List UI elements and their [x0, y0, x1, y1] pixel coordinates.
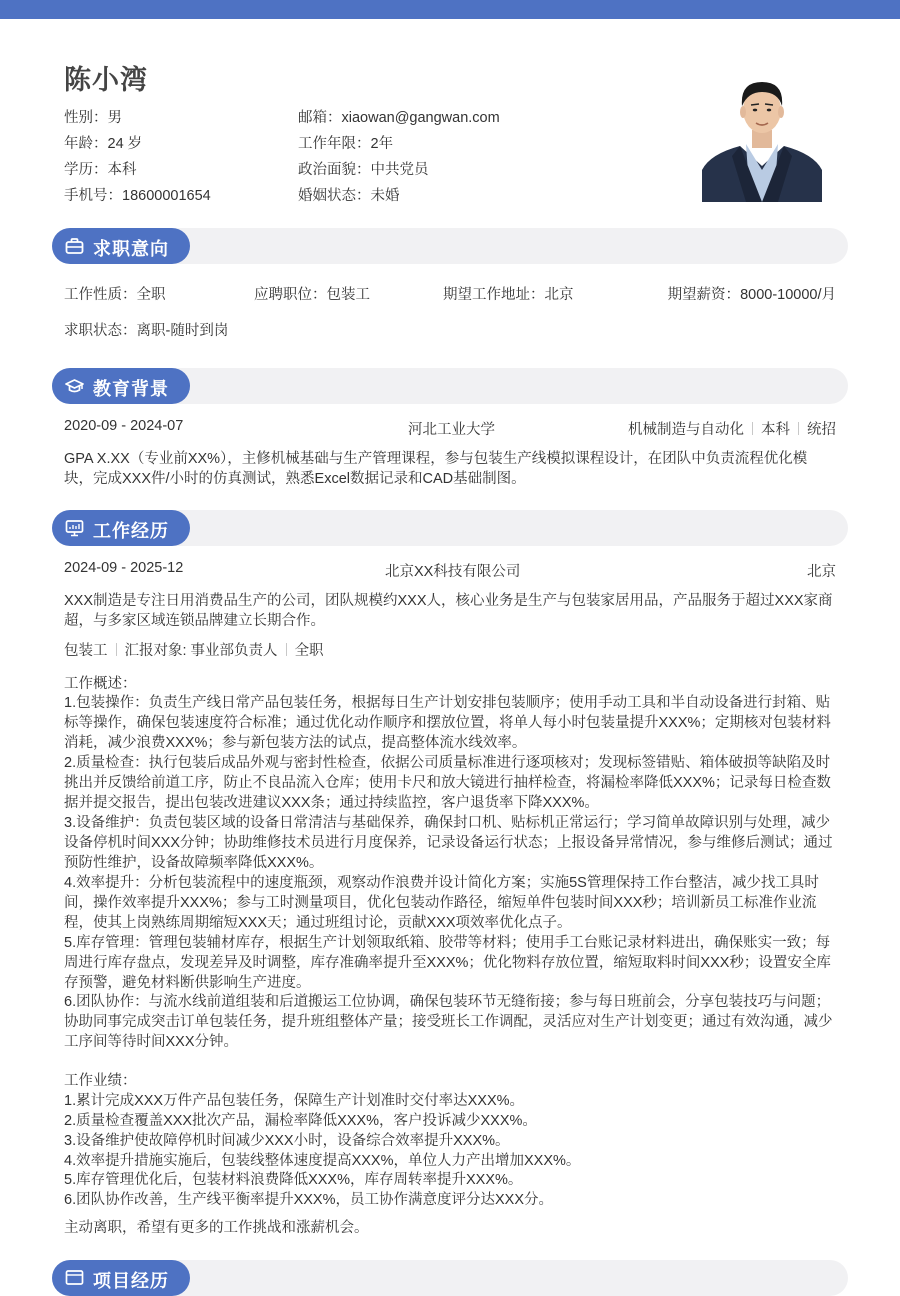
marital-value: 未婚 [370, 188, 400, 204]
work-overview-item: 4.效率提升：分析包装流程中的速度瓶颈，观察动作浪费并设计简化方案；实施5S管理保持工作台整洁，减少找工具时间，操作效率提升XXX%；参与工时测量项目，优化包装动作路径，缩短单件包装时间XXX秒；培训新员工标准作业流程，使其上岗熟练周期缩短XXX天；通过班组讨论，贡献XXX项效率优化点子。 [64, 875, 819, 931]
section-header-education [52, 368, 848, 404]
intention-salary [668, 283, 836, 304]
divider [752, 422, 753, 435]
work-company: 北京XX科技有限公司 [385, 564, 521, 580]
age-label: 年龄： [64, 136, 108, 152]
work-result-item: 1.累计完成XXX万件产品包装任务，保障生产计划准时交付率达XXX%。 [64, 1093, 525, 1109]
nature-value: 全职 [136, 287, 166, 303]
top-accent-bar [0, 0, 900, 19]
gender-label: 性别： [64, 110, 108, 126]
education-label: 学历： [64, 162, 108, 178]
education-description: GPA X.XX（专业前XX%），主修机械基础与生产管理课程，参与包装生产线模拟课程设计，在团队中负责流程优化模块，完成XXX件/小时的仿真测试，熟悉Excel数据记录和CAD基础制图。 [64, 451, 808, 487]
education-details [628, 418, 836, 439]
marital-row [298, 184, 400, 205]
phone-label: 手机号： [64, 188, 122, 204]
location-label: 期望工作地址： [443, 287, 545, 303]
position-label: 应聘职位： [254, 287, 327, 303]
leave-reason: 主动离职，希望有更多的工作挑战和涨薪机会。 [64, 1220, 369, 1236]
section-title-intention: 求职意向 [93, 239, 169, 259]
email-row [298, 106, 500, 127]
work-overview-item: 1.包装操作：负责生产线日常产品包装任务，根据每日生产计划安排包装顺序；使用手动工具和半自动设备进行封箱、贴标等操作，确保包装速度符合标准；通过优化动作顺序和摆放位置，将单人每小时包装量提升XXX%；定期核对包装材料消耗，减少浪费XXX%；参与新包装方法的试点，提高整体流水线效率。 [64, 695, 831, 751]
work-years-row [298, 132, 393, 153]
intention-nature [64, 283, 166, 304]
salary-label: 期望薪资： [667, 287, 741, 303]
work-results-title: 工作业绩： [64, 1073, 137, 1089]
nature-label: 工作性质： [64, 287, 137, 303]
section-header-work [52, 510, 848, 546]
work-city: 北京 [807, 564, 836, 580]
graduation-cap-icon [65, 377, 84, 395]
position-value: 包装工 [326, 287, 370, 303]
work-overview-item: 5.库存管理：管理包装辅材库存，根据生产计划领取纸箱、胶带等材料；使用手工台账记录材料进出，确保账实一致；每周进行库存盘点，发现差异及时调整，库存准确率提升至XXX%；优化物料存放位置，缩短取料时间XXX秒；设置安全库存预警，避免材料断供影响生产进度。 [64, 935, 831, 991]
work-overview-item: 3.设备维护：负责包装区域的设备日常清洁与基础保养，确保封口机、贴标机正常运行；学习简单故障识别与处理，减少设备停机时间XXX分钟；协助维修技术员进行月度保养，记录设备运行状态；上报设备异常情况，参与维修后测试；通过预防性维护，设备故障频率降低XXX%。 [64, 815, 833, 871]
work-overview-item: 6.团队协作：与流水线前道组装和后道搬运工位协调，确保包装环节无缝衔接；参与每日班前会，分享包装技巧与问题；协助同事完成突击订单包装任务，提升班组整体产量；接受班长工作调配，灵活应对生产计划变更；通过有效沟通，减少工序间等待时间XXX分钟。 [64, 994, 833, 1050]
phone-row [64, 184, 211, 205]
education-value: 本科 [107, 162, 137, 178]
section-title-work: 工作经历 [93, 521, 169, 541]
location-value: 北京 [544, 287, 574, 303]
work-years-value: 2年 [370, 136, 394, 152]
education-degree: 本科 [761, 422, 790, 438]
political-label: 政治面貌： [298, 162, 371, 178]
political-value: 中共党员 [370, 162, 429, 178]
education-school: 河北工业大学 [408, 422, 495, 438]
candidate-name: 陈小湾 [64, 65, 148, 95]
political-row [298, 158, 429, 179]
work-overview-item: 2.质量检查：执行包装后成品外观与密封性检查，依据公司质量标准进行逐项核对；发现标签错贴、箱体破损等缺陷及时挑出并反馈给前道工序，防止不良品流入仓库；使用卡尺和放大镜进行抽样检查，将漏检率降低XXX%；记录每日检查数据并提交报告，提出包装改进建议XXX条；通过持续监控，客户退货率下降XXX%。 [64, 755, 831, 811]
work-result-item: 2.质量检查覆盖XXX批次产品，漏检率降低XXX%，客户投诉减少XXX%。 [64, 1113, 537, 1129]
intention-position [254, 283, 370, 304]
salary-value: 8000-10000/月 [740, 287, 836, 303]
education-row [64, 158, 137, 179]
work-result-item: 4.效率提升措施实施后，包装线整体速度提高XXX%，单位人力产出增加XXX%。 [64, 1153, 581, 1169]
age-row [64, 132, 142, 153]
gender-row [64, 106, 122, 127]
work-overview-title: 工作概述： [64, 676, 137, 692]
gender-value: 男 [107, 110, 122, 126]
intention-location [443, 283, 574, 304]
section-header-intention [52, 228, 848, 264]
work-job-type: 全职 [294, 643, 324, 659]
briefcase-icon [65, 237, 84, 255]
work-period: 2024-09 - 2025-12 [64, 560, 184, 576]
divider [798, 422, 799, 435]
email-value: xiaowan@gangwan.com [341, 110, 500, 126]
marital-label: 婚姻状态： [298, 188, 371, 204]
education-type: 统招 [807, 422, 836, 438]
education-period: 2020-09 - 2024-07 [64, 418, 184, 434]
work-report-to: 汇报对象: 事业部负责人 [124, 643, 278, 659]
status-label: 求职状态： [64, 323, 137, 339]
divider [116, 643, 117, 656]
status-value: 离职-随时到岗 [136, 323, 229, 339]
email-label: 邮箱： [298, 110, 342, 126]
section-header-project [52, 1260, 848, 1296]
monitor-icon [65, 519, 84, 537]
phone-value: 18600001654 [122, 188, 211, 204]
section-title-education: 教育背景 [93, 379, 169, 399]
intention-status [64, 319, 228, 340]
age-value: 24 岁 [107, 136, 143, 152]
work-role: 包装工 [64, 643, 108, 659]
work-result-item: 5.库存管理优化后，包装材料浪费降低XXX%，库存周转率提升XXX%。 [64, 1172, 523, 1188]
work-result-item: 3.设备维护使故障停机时间减少XXX小时，设备综合效率提升XXX%。 [64, 1133, 510, 1149]
work-role-line [64, 639, 324, 660]
work-years-label: 工作年限： [298, 136, 371, 152]
divider [286, 643, 287, 656]
work-result-item: 6.团队协作改善，生产线平衡率提升XXX%，员工协作满意度评分达XXX分。 [64, 1192, 554, 1208]
education-major: 机械制造与自动化 [628, 422, 744, 438]
profile-photo [702, 70, 822, 202]
project-icon [65, 1269, 84, 1287]
section-title-project: 项目经历 [93, 1271, 169, 1291]
company-description: XXX制造是专注日用消费品生产的公司，团队规模约XXX人，核心业务是生产与包装家居用品，产品服务于超过XXX家商超，与多家区域连锁品牌建立长期合作。 [64, 593, 833, 629]
